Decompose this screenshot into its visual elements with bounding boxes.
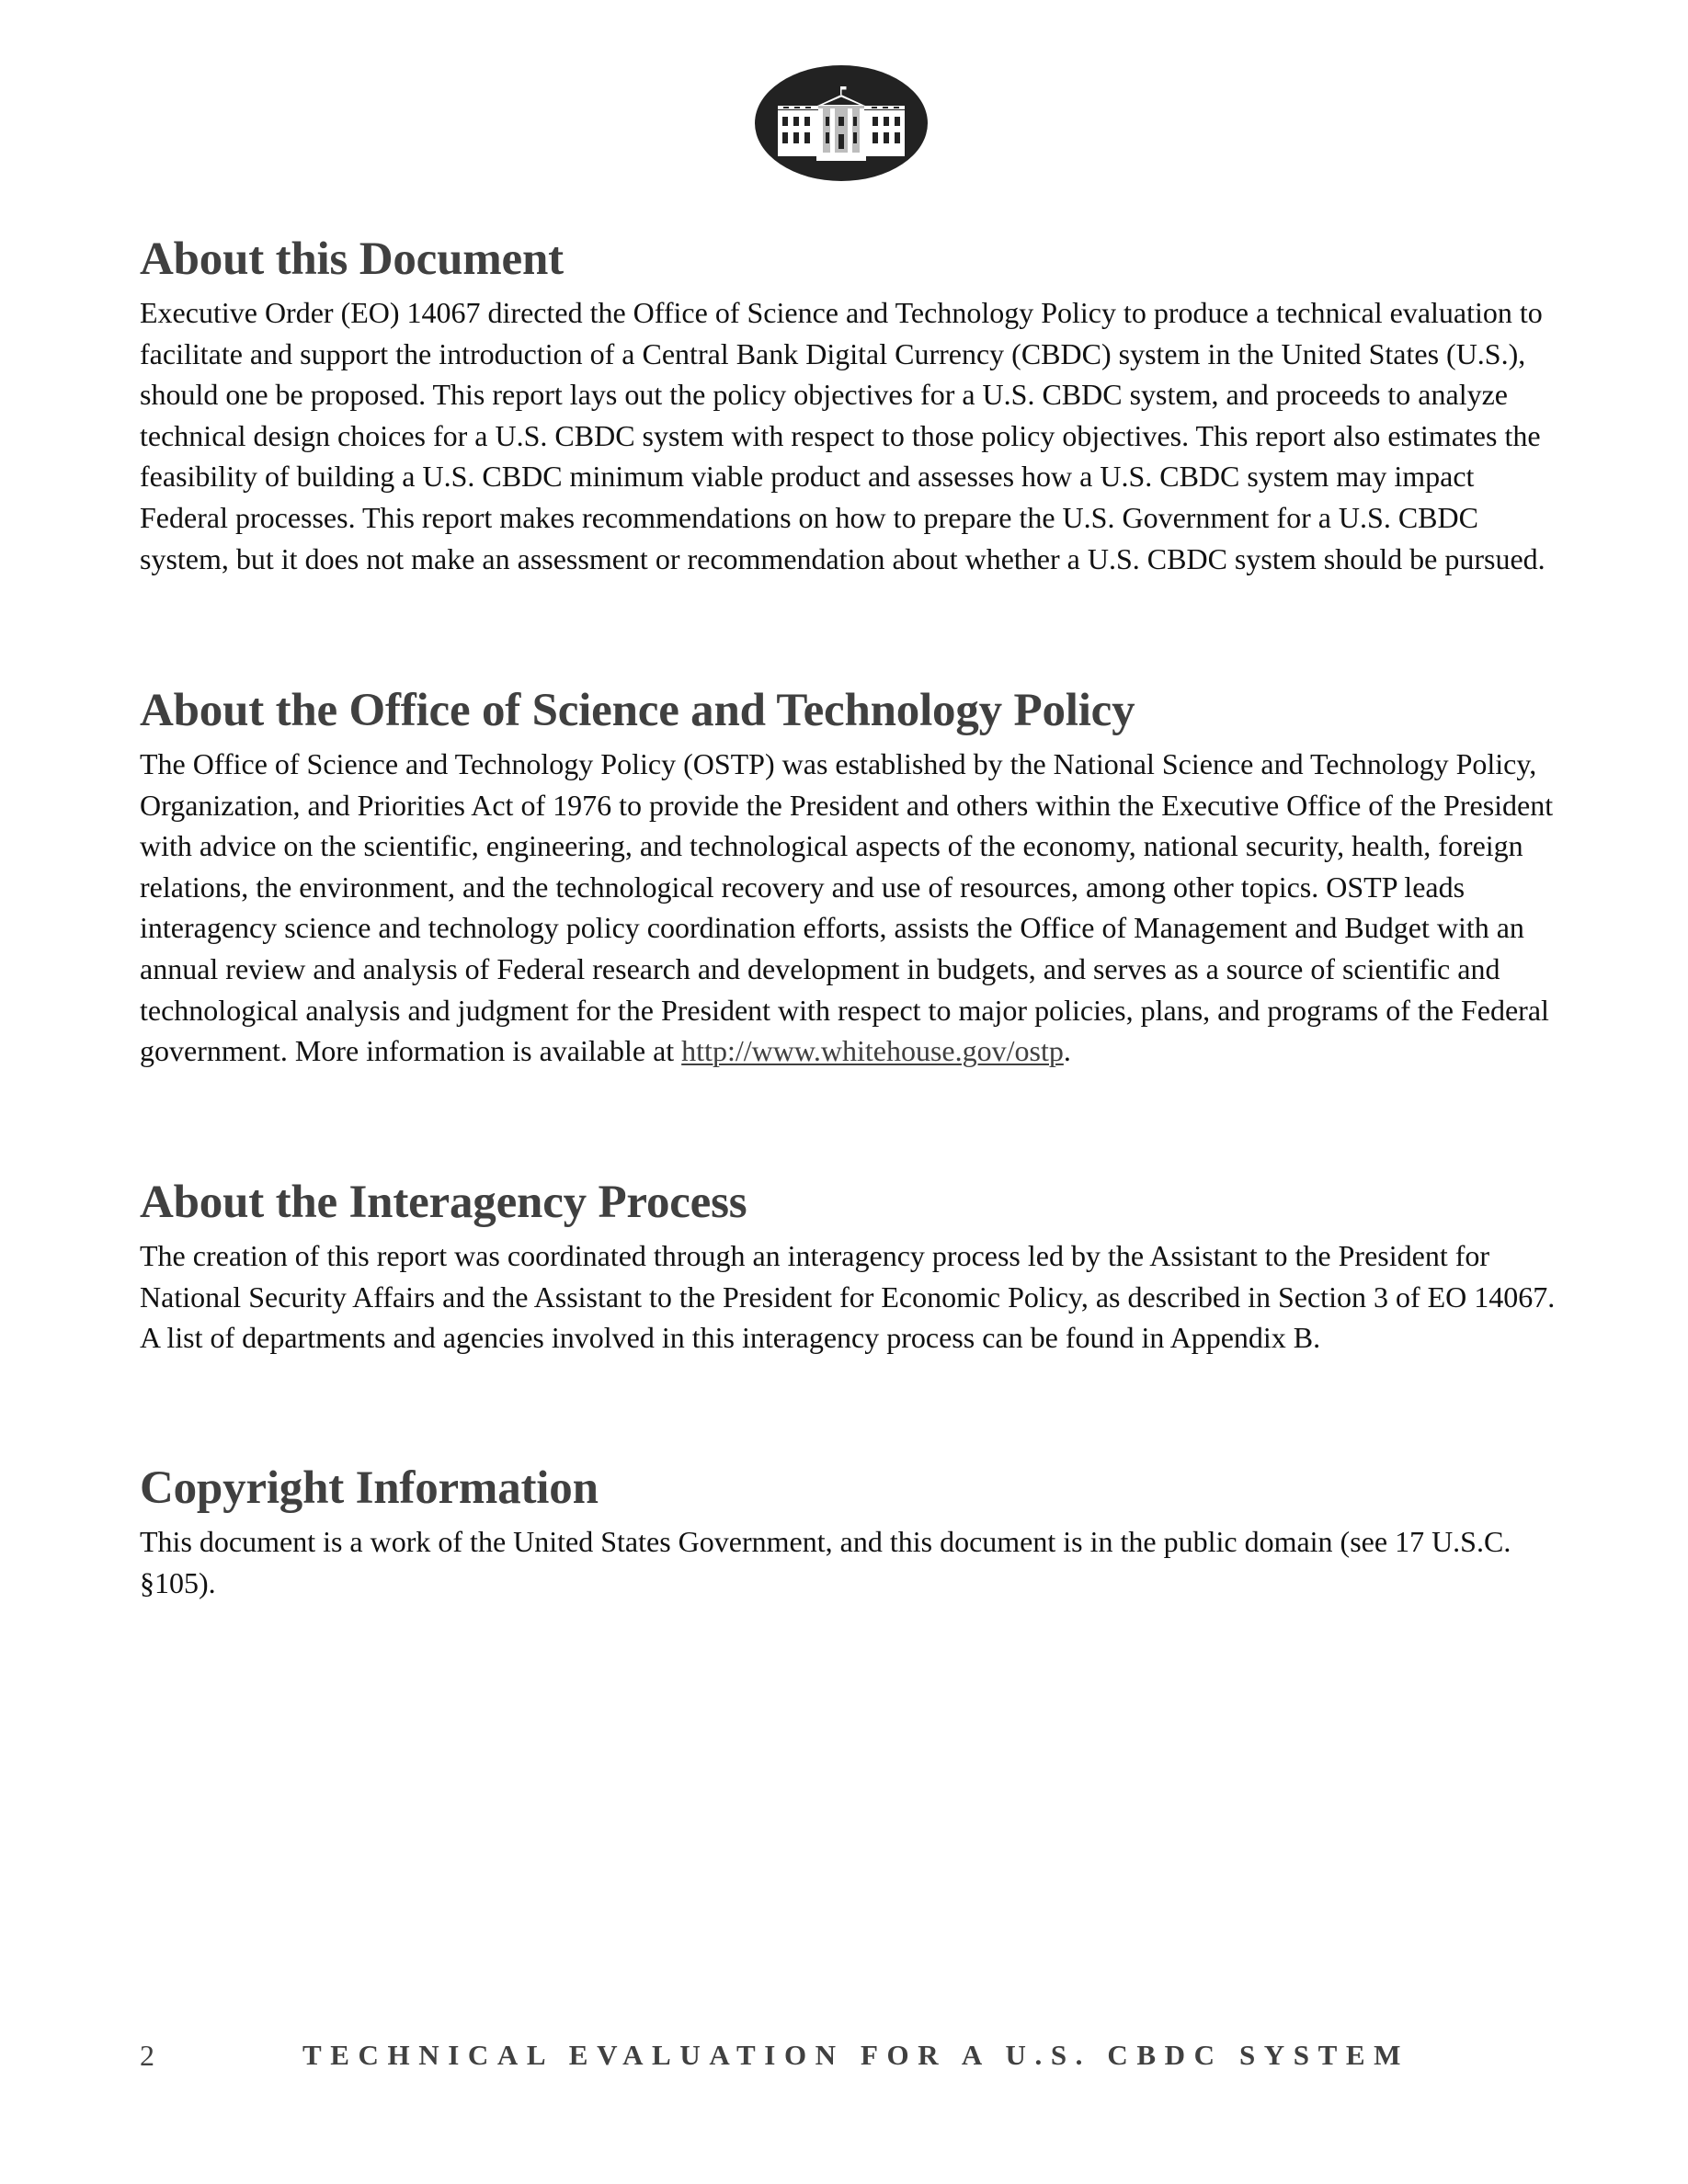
white-house-logo xyxy=(754,64,929,182)
section-heading: About this Document xyxy=(140,233,564,285)
paragraph-text: The Office of Science and Technology Policy (OSTP) was established by the National Science and Technology Policy, Organization, and Priorities Act of 1976 to provide the President and others within the Executive Office of the President with advice on the scientific, engineering, and technological aspects of the economy, national security, health, foreign relations, the environment, and the technological recovery and use of resources, among other topics. OSTP leads interagency science and technology policy coordination efforts, assists the Office of Management and Budget with an annual review and analysis of Federal research and development in budgets, and serves as a source of scientific and technological analysis and judgment for the President with respect to major policies, plans, and programs of the Federal government. More information is available at xyxy=(140,747,1554,1068)
section-about-document xyxy=(140,232,1556,579)
section-copyright xyxy=(140,1461,1556,1603)
paragraph-suffix: . xyxy=(1063,1034,1071,1068)
section-paragraph xyxy=(140,744,1556,1072)
white-house-icon xyxy=(754,64,929,182)
section-heading: Copyright Information xyxy=(140,1462,599,1514)
section-paragraph: Executive Order (EO) 14067 directed the Office of Science and Technology Policy to produce a technical evaluation to facilitate and support the introduction of a Central Bank Digital Currency (CBDC) system in the United States (U.S.), should one be proposed. This report lays out the policy objectives for a U.S. CBDC system, and proceeds to analyze technical design choices for a U.S. CBDC system with respect to those policy objectives. This report also estimates the feasibility of building a U.S. CBDC minimum viable product and assesses how a U.S. CBDC system may impact Federal processes. This report makes recommendations on how to prepare the U.S. Government for a U.S. CBDC system, but it does not make an assessment or recommendation about whether a U.S. CBDC system should be pursued. xyxy=(140,296,1545,575)
section-heading: About the Office of Science and Technology Policy xyxy=(140,685,1135,736)
ostp-website-link[interactable]: http://www.whitehouse.gov/ostp xyxy=(681,1034,1064,1068)
section-paragraph: The creation of this report was coordinated through an interagency process led by the Assistant to the President for National Security Affairs and the Assistant to the President for Economic Policy, as described in Section 3 of EO 14067. A list of departments and agencies involved in this interagency process can be found in Appendix B. xyxy=(140,1239,1556,1355)
section-about-ostp xyxy=(140,683,1556,1072)
running-title: TECHNICAL EVALUATION FOR A U.S. CBDC SYSTEM xyxy=(302,2039,1410,2071)
section-paragraph: This document is a work of the United States Government, and this document is in the public domain (see 17 U.S.C. §105). xyxy=(140,1525,1511,1599)
page-number: 2 xyxy=(140,2039,154,2072)
section-heading: About the Interagency Process xyxy=(140,1177,747,1228)
section-interagency-process xyxy=(140,1175,1556,1359)
page-footer xyxy=(140,2033,1611,2077)
